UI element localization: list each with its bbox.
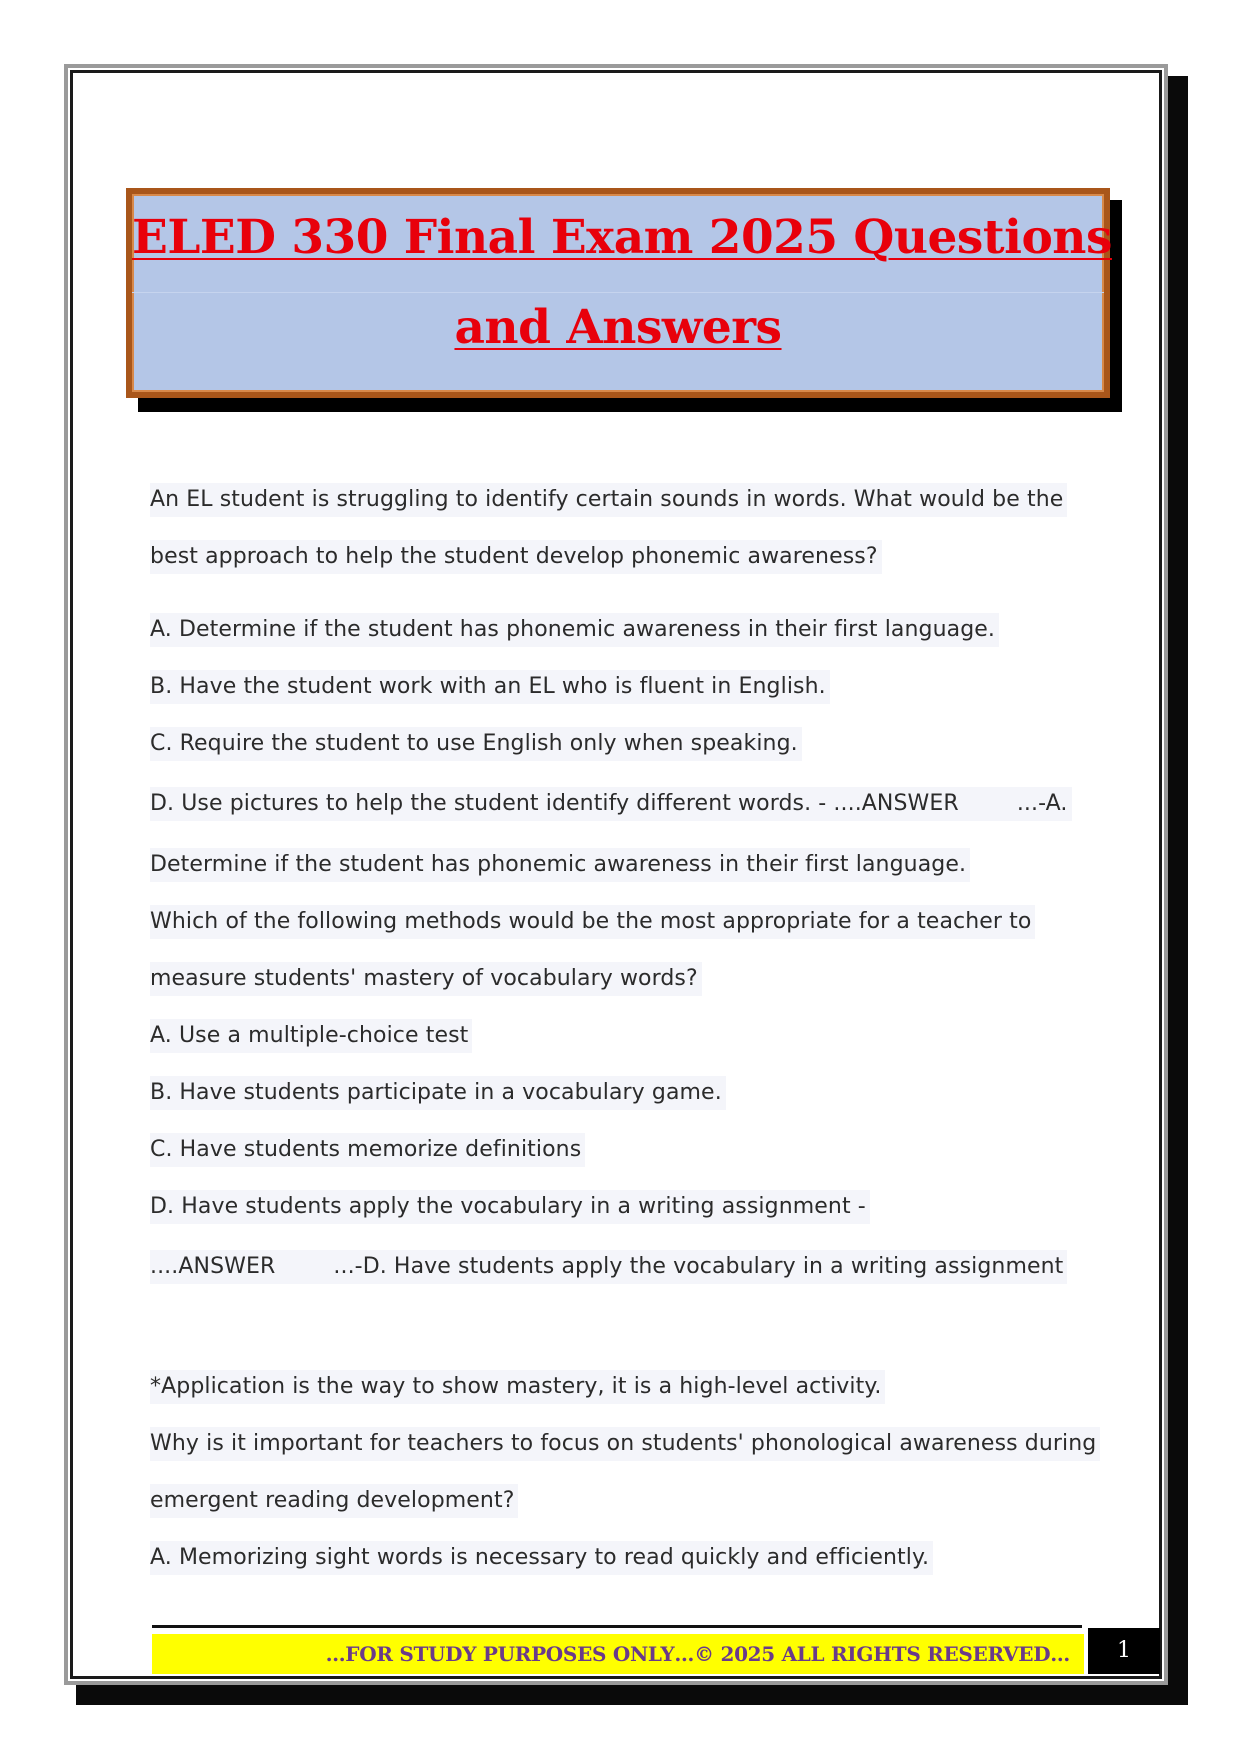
question-1-option-d-answer-label: D. Use pictures to help the student identify different words. - ....ANSWER — [150, 791, 959, 816]
page-number: 1 — [1088, 1628, 1160, 1674]
question-1-option-c: C. Require the student to use English only when speaking. — [150, 727, 802, 761]
question-2-answer-line — [150, 1250, 1067, 1284]
footer-rule — [152, 1625, 1082, 1628]
question-3-option-a: A. Memorizing sight words is necessary to read quickly and efficiently. — [150, 1541, 933, 1575]
question-1-answer-prefix: ...-A. — [1016, 791, 1068, 816]
question-2-text-line-2: measure students' mastery of vocabulary words? — [150, 962, 702, 996]
question-2-explanation: *Application is the way to show mastery, it is a high-level activity. — [150, 1370, 885, 1404]
question-2-answer-label: ....ANSWER — [150, 1254, 276, 1279]
footer-copyright-text: …FOR STUDY PURPOSES ONLY…© 2025 ALL RIGHTS RESERVED… — [325, 1642, 1070, 1666]
title-separator — [132, 292, 1104, 293]
question-1-option-b: B. Have the student work with an EL who is fluent in English. — [150, 670, 830, 704]
question-3-text-line-1: Why is it important for teachers to focus on students' phonological awareness during — [150, 1427, 1100, 1461]
question-2-option-b: B. Have students participate in a vocabulary game. — [150, 1076, 726, 1110]
question-1-text-line-2: best approach to help the student develop phonemic awareness? — [150, 540, 882, 574]
document-title-line-1: ELED 330 Final Exam 2025 Questions — [132, 210, 1112, 265]
question-3-text-line-2: emergent reading development? — [150, 1484, 518, 1518]
question-2-option-a: A. Use a multiple-choice test — [150, 1019, 472, 1053]
question-2-text-line-1: Which of the following methods would be the most appropriate for a teacher to — [150, 905, 1035, 939]
question-1-option-a: A. Determine if the student has phonemic awareness in their first language. — [150, 613, 999, 647]
question-1-text-line-1: An EL student is struggling to identify certain sounds in words. What would be the — [150, 483, 1067, 517]
question-1-option-d-line — [150, 787, 1072, 821]
question-2-option-d: D. Have students apply the vocabulary in a writing assignment - — [150, 1190, 870, 1224]
question-1-answer-text: Determine if the student has phonemic awareness in their first language. — [150, 848, 970, 882]
title-box — [126, 188, 1110, 398]
footer-banner — [152, 1634, 1084, 1674]
document-title-line-2: and Answers — [454, 300, 782, 355]
question-2-option-c: C. Have students memorize definitions — [150, 1133, 585, 1167]
question-2-answer-text: ...-D. Have students apply the vocabulary in a writing assignment — [333, 1254, 1064, 1279]
